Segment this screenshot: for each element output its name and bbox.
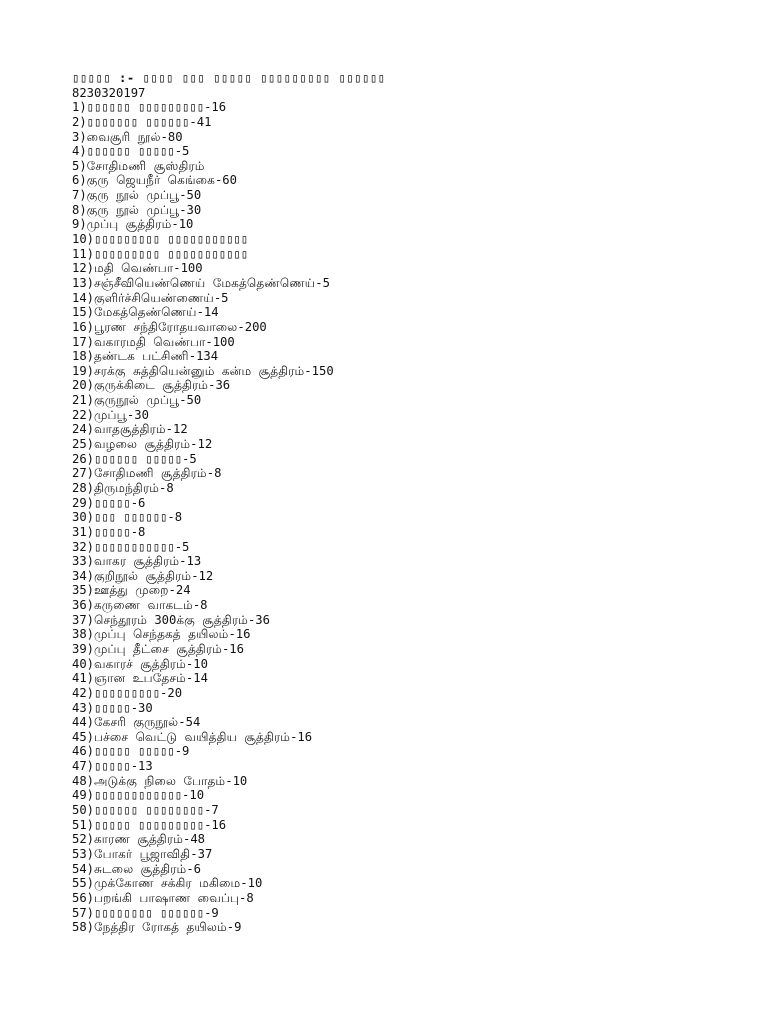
list-item: 9)முப்பு சூத்திரம்-10 (72, 217, 194, 232)
list-item: 31)▯▯▯▯▯-8 (72, 524, 146, 539)
list-item: 52)காரண சூத்திரம்-48 (72, 832, 206, 847)
list-item: 8)குரு நூல் முப்பூ-30 (72, 202, 202, 217)
list-item: 25)வழலை சூத்திரம்-12 (72, 437, 213, 452)
list-item: 51)▯▯▯▯▯ ▯▯▯▯▯▯▯▯▯-16 (72, 817, 227, 832)
list-item: 19)சரக்கு சுத்தியென்னும் கன்ம சூத்திரம்-150 (72, 363, 334, 378)
list-item: 15)மேகத்தெண்ணெய்-14 (72, 305, 219, 320)
list-item: 14)குளிர்ச்சியெண்ணைய்-5 (72, 290, 229, 305)
list-item: 43)▯▯▯▯▯-30 (72, 700, 153, 715)
list-item: 5)சோதிமணி சூஸ்திரம் (72, 158, 205, 173)
list-item: 54)சுடலை சூத்திரம்-6 (72, 861, 202, 876)
list-item: 48)அடுக்கு நிலை போதம்-10 (72, 773, 248, 788)
list-item: 3)வைசூரி நூல்-80 (72, 129, 183, 144)
list-item: 20)குருக்கிடை சூத்திரம்-36 (72, 378, 231, 393)
phone-number: 8230320197 (72, 85, 146, 100)
list-item: 49)▯▯▯▯▯▯▯▯▯▯▯▯-10 (72, 788, 205, 803)
list-item: 50)▯▯▯▯▯▯ ▯▯▯▯▯▯▯▯-7 (72, 803, 219, 818)
list-item: 57)▯▯▯▯▯▯▯▯ ▯▯▯▯▯▯-9 (72, 905, 219, 920)
list-item: 17)வகாரமதி வெண்பா-100 (72, 334, 235, 349)
list-item: 37)செந்தூரம் 300க்கு சூத்திரம்-36 (72, 612, 270, 627)
list-item: 4)▯▯▯▯▯▯ ▯▯▯▯▯-5 (72, 144, 190, 159)
list-item: 55)முக்கோண சக்கிர மகிமை-10 (72, 876, 263, 891)
list-item: 38)முப்பு செந்தகத் தயிலம்-16 (72, 627, 251, 642)
document-header: ▯▯▯▯▯ :- ▯▯▯▯ ▯▯▯ ▯▯▯▯▯ ▯▯▯▯▯▯▯▯▯ ▯▯▯▯▯▯ (72, 71, 386, 85)
list-item: 56)பறங்கி பாஷாண வைப்பு-8 (72, 890, 254, 905)
list-item: 12)மதி வெண்பா-100 (72, 261, 203, 276)
list-item: 16)பூரண சந்திரோதயவாலை-200 (72, 319, 267, 334)
list-item: 35)ஊத்து முறை-24 (72, 583, 191, 598)
list-item: 44)கேசரி குருநூல்-54 (72, 715, 201, 730)
list-item: 53)போகர் பூஜாவிதி-37 (72, 846, 213, 861)
list-item: 34)குறிநூல் சூத்திரம்-12 (72, 568, 214, 583)
list-item: 27)சோதிமணி சூத்திரம்-8 (72, 466, 222, 481)
list-item: 2)▯▯▯▯▯▯▯ ▯▯▯▯▯▯-41 (72, 114, 212, 129)
list-item: 41)ஞான உபதேசம்-14 (72, 671, 208, 686)
item-list (72, 100, 752, 935)
list-item: 13)சஞ்சீவியெண்ணெய் மேகத்தெண்ணெய்-5 (72, 275, 330, 290)
list-item: 28)திருமந்திரம்-8 (72, 480, 174, 495)
list-item: 39)முப்பு தீட்சை சூத்திரம்-16 (72, 641, 244, 656)
document-body (72, 71, 752, 935)
list-item: 7)குரு நூல் முப்பூ-50 (72, 188, 202, 203)
list-item: 46)▯▯▯▯▯ ▯▯▯▯▯-9 (72, 744, 190, 759)
list-item: 47)▯▯▯▯▯-13 (72, 759, 153, 774)
list-item: 33)வாகர சூத்திரம்-13 (72, 554, 202, 569)
list-item: 30)▯▯▯ ▯▯▯▯▯▯-8 (72, 510, 183, 525)
list-item: 22)முப்பூ-30 (72, 407, 149, 422)
list-item: 58)நேத்திர ரோகத் தயிலம்-9 (72, 920, 242, 935)
list-item: 32)▯▯▯▯▯▯▯▯▯▯▯-5 (72, 539, 190, 554)
list-item: 10)▯▯▯▯▯▯▯▯▯ ▯▯▯▯▯▯▯▯▯▯▯ (72, 232, 249, 247)
list-item: 26)▯▯▯▯▯▯ ▯▯▯▯▯-5 (72, 451, 197, 466)
list-item: 21)குருநூல் முப்பூ-50 (72, 393, 202, 408)
list-item: 6)குரு ஜெயநீர் கெங்கை-60 (72, 173, 237, 188)
list-item: 11)▯▯▯▯▯▯▯▯▯ ▯▯▯▯▯▯▯▯▯▯▯ (72, 246, 249, 261)
list-item: 29)▯▯▯▯▯-6 (72, 495, 146, 510)
list-item: 42)▯▯▯▯▯▯▯▯▯-20 (72, 685, 183, 700)
list-item: 45)பச்சை வெட்டு வயித்திய சூத்திரம்-16 (72, 729, 313, 744)
list-item: 1)▯▯▯▯▯▯ ▯▯▯▯▯▯▯▯▯-16 (72, 100, 227, 115)
list-item: 24)வாதசூத்திரம்-12 (72, 422, 188, 437)
list-item: 36)கருணை வாகடம்-8 (72, 598, 208, 613)
list-item: 40)வகாரச் சூத்திரம்-10 (72, 656, 208, 671)
list-item: 18)தண்டக பட்சிணி-134 (72, 349, 219, 364)
